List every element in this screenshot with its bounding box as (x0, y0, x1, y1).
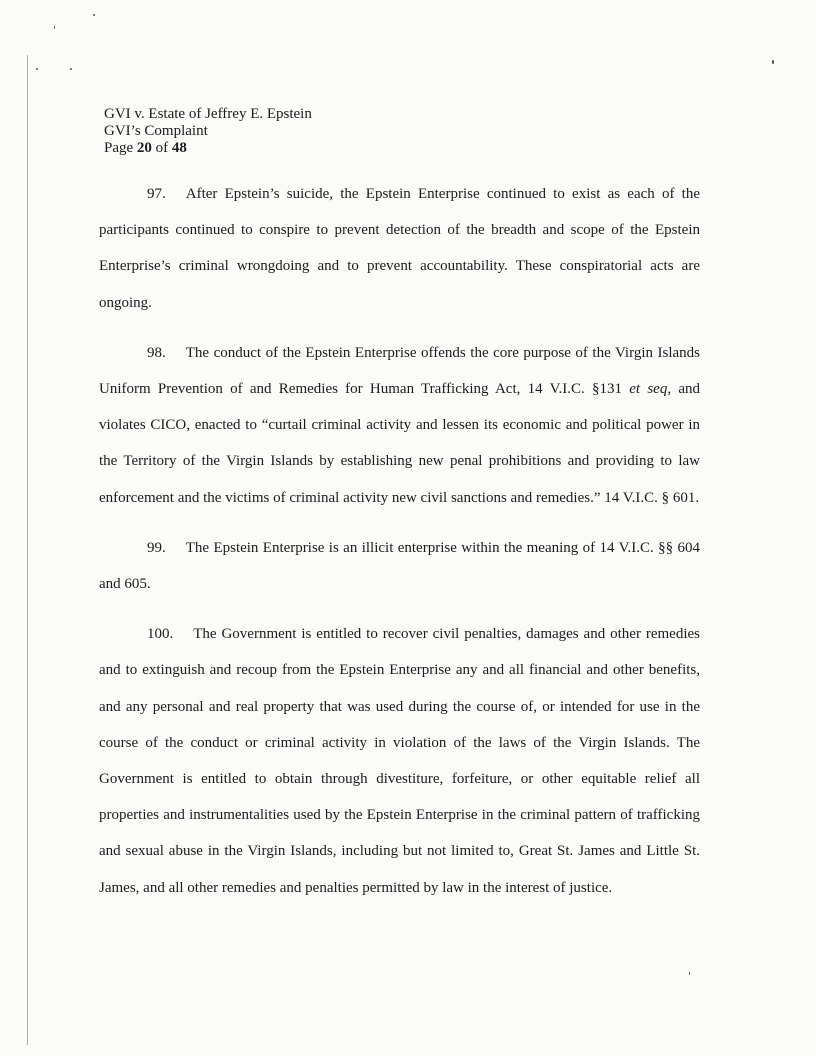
paragraph-number: 98. (147, 344, 166, 361)
paragraph-number: 99. (147, 539, 166, 556)
case-title: GVI v. Estate of Jeffrey E. Epstein (104, 106, 312, 122)
complaint-body (99, 176, 700, 920)
paragraph-text: The conduct of the Epstein Enterprise offends the core purpose of the Virgin Islands Uniform Prevention of and Remedies for Human Trafficking Act, 14 V.I.C. §131 (99, 344, 700, 398)
paragraph-text: After Epstein’s suicide, the Epstein Enterprise continued to exist as each of the participants continued to conspire to prevent detection of the breadth and scope of the Epstein Enterprise’s criminal wrongdoing and to prevent accountability. These conspiratorial acts are ongoing. (99, 186, 700, 311)
paragraph-97 (99, 176, 700, 321)
scan-speck (70, 68, 72, 70)
page-total: 48 (171, 140, 187, 156)
paragraph-98 (99, 335, 700, 516)
paragraph-text: The Epstein Enterprise is an illicit enterprise within the meaning of 14 V.I.C. §§ 604 and 605. (99, 539, 700, 593)
page-prefix: Page (104, 140, 134, 156)
paragraph-number: 97. (147, 186, 166, 202)
scan-speck (772, 60, 774, 64)
paragraph-italic-text: et seq (629, 381, 668, 398)
scan-speck (36, 68, 38, 70)
paragraph-number: 100. (147, 626, 174, 643)
page-number (104, 140, 312, 157)
scan-binding-line (27, 55, 28, 1045)
scan-speck (689, 972, 690, 975)
page-current: 20 (136, 140, 152, 156)
document-name: GVI’s Complaint (104, 123, 208, 139)
scan-speck (93, 14, 95, 16)
document-header (104, 106, 312, 157)
paragraph-100 (99, 616, 700, 906)
paragraph-text-continued: , and violates CICO, enacted to “curtail criminal activity and lessen its economic and political power in the Territory of the Virgin Islands by establishing new penal prohibitions and providing to law enforcement and the victims of criminal activity new civil sanctions and remedies.” 14 V.I.C. § 601. (99, 381, 700, 506)
paragraph-text: The Government is entitled to recover civil penalties, damages and other remedies and to extinguish and recoup from the Epstein Enterprise any and all financial and other benefits, and any personal and real property that was used during the course of, or intended for use in the course of the conduct or criminal activity in violation of the laws of the Virgin Islands. The Government is entitled to obtain through divestiture, forfeiture, or other equitable relief all properties and instrumentalities used by the Epstein Enterprise in the criminal pattern of trafficking and sexual abuse in the Virgin Islands, including but not limited to, Great St. James and Little St. James, and all other remedies and penalties permitted by law in the interest of justice. (99, 626, 700, 896)
scan-speck (54, 26, 55, 29)
page-of: of (155, 140, 169, 156)
paragraph-99 (99, 530, 700, 602)
